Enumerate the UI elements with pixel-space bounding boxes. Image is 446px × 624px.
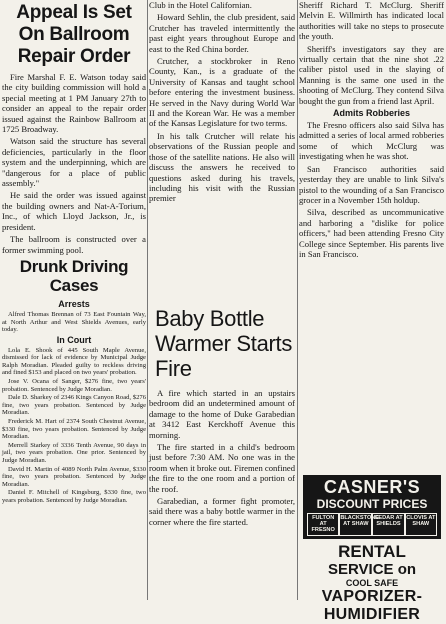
- column-middle: [149, 0, 295, 206]
- silva-paragraph: San Francisco authorities said yesterday they are unable to link Silva's pistol to the wounding of a San Francisco grocer in a November 15th holdup.: [299, 163, 444, 205]
- ad-humidifier: HUMIDIFIER: [323, 605, 421, 623]
- ballroom-paragraph: Fire Marshal F. E. Watson today said the city building commission will hold a special meeting at 1 PM January 27th to consider an appeal to the repair order issued against the Rainbow Ballroom at 1725 Broadway.: [2, 72, 146, 135]
- court-item: David H. Martin of 4089 North Palm Avenue, $330 fine, two years probation. Sentenced by Judge Moradian.: [2, 465, 146, 488]
- ballroom-paragraph: He said the order was issued against the building owners and Nat-A-Torium, Inc., of which Lloyd Jackson, Jr., is president.: [2, 190, 146, 232]
- crutcher-paragraph: In his talk Crutcher will relate his observations of the Russian people and those of the satellite nations. He also will discuss the answers he received to questions asked during his travels, including his visit with the Russian premier: [149, 130, 295, 204]
- court-subhead: In Court: [56, 334, 92, 345]
- ad-store-location: CEDAR AT SHIELDS: [372, 513, 404, 536]
- court-item: Merrell Starkey of 3336 Tenth Avenue, 90 days in jail, two years probation. One prior. Sentenced by Judge Moradian.: [2, 441, 146, 464]
- column-divider: [147, 0, 148, 600]
- headline-drunk-driving: Drunk Driving Cases: [19, 256, 129, 295]
- baby-paragraph: A fire which started in an upstairs bedroom did an undetermined amount of damage to the home of Duke Garabedian at 3412 East Kerckhoff Avenue this morning.: [149, 388, 295, 440]
- arrests-subhead: Arrests: [58, 298, 90, 309]
- court-item: Lola E. Shook of 445 South Maple Avenue, dismissed for lack of evidence by Municipal Judge Ralph Moradian. Pleaded guilty to reckless driving and fined $153 and placed on two years' probation.: [2, 346, 146, 377]
- crutcher-paragraph: Crutcher, a stockbroker in Reno County, Kan., is a graduate of the University of Kansas and taught school before entering the investment business. He served in the Navy during World War II and the Korean War. He was a member of the Kansas Legislature for two terms.: [149, 56, 295, 129]
- column-divider: [297, 0, 298, 600]
- baby-paragraph: Garabedian, a former fight promoter, said there was a baby bottle warmer in the corner where the fire started.: [149, 496, 295, 527]
- silva-paragraph: Silva, described as uncommunicative and harboring a "dislike for police officers," had been attending Fresno City College since September. His parents live in San Francisco.: [299, 207, 444, 259]
- court-list: [2, 347, 146, 505]
- ad-cool-safe: COOL SAFE: [345, 577, 399, 588]
- headline-ballroom: Appeal Is Set On Ballroom Repair Order: [16, 2, 132, 67]
- ad-store-location: FULTON AT FRESNO: [307, 513, 339, 536]
- column-left: [2, 0, 146, 506]
- ad-vaporizer: VAPORIZER-: [321, 587, 423, 605]
- casners-advertisement: [300, 475, 444, 623]
- arrests-list: [2, 311, 146, 334]
- ad-discount-prices: DISCOUNT PRICES: [316, 497, 428, 511]
- ad-store-name: CASNER'S: [323, 477, 421, 497]
- ad-service: SERVICE on: [327, 560, 417, 578]
- crutcher-paragraph: Howard Sehlin, the club president, said Crutcher has traveled intermittently the past eight years throughout Europe and east to the Red China border.: [149, 12, 295, 54]
- ad-rental: RENTAL: [338, 541, 406, 561]
- robberies-subhead: Admits Robberies: [332, 108, 410, 119]
- court-item: Jose V. Ocana of Sanger, $276 fine, two years' probation. Sentenced by Judge Moradian.: [2, 378, 146, 393]
- silva-paragraph: Sheriff Richard T. McClurg. Sheriff Melvin E. Willmirth has indicated local authorities will take no steps to prosecute the youth.: [299, 0, 444, 42]
- court-item: Frederick M. Hart of 2374 South Chestnut Avenue, $330 fine, two years probation. Sentenced by Judge Moradian.: [2, 418, 146, 441]
- arrest-item: Alfred Thomas Brennan of 73 East Fountain Way, at North Arthur and West Shields Avenues, early today.: [2, 310, 146, 334]
- baby-paragraph: The fire started in a child's bedroom just before 7:30 AM. No one was in the room when it broke out. Firemen confined the fire to the one room and a portion of the roof.: [149, 442, 295, 494]
- ad-store-location: CLOVIS AT SHAW: [405, 513, 437, 536]
- ballroom-paragraph: Watson said the structure has several deficiencies, particularly in the floor system and the underpinning, which are "dangerous for a place of public assembly.": [2, 136, 146, 189]
- crutcher-paragraph: Club in the Hotel Californian.: [149, 0, 252, 10]
- ballroom-paragraph: The ballroom is constructed over a former swimming pool.: [2, 234, 146, 255]
- column-right: [299, 0, 444, 261]
- silva-paragraph: Sheriff's investigators say they are virtually certain that the nine shot .22 caliber pistol used in the slaying of Manning is the same one used in the shooting of McClurg. They contend Silva bought the gun from a friend last April.: [299, 43, 444, 106]
- ad-rental-offer: [300, 542, 444, 624]
- baby-story: [149, 388, 295, 529]
- headline-baby-bottle: Baby Bottle Warmer Starts Fire: [155, 306, 293, 381]
- court-item: Daniel F. Mitchell of Kingsburg, $330 fine, two years probation. Sentenced by Judge Moradian.: [2, 489, 146, 504]
- silva-paragraph: The Fresno officers also said Silva has admitted a series of local armed robberies some of which McClurg was investigating when he was shot.: [299, 120, 444, 162]
- ad-store-location: BLACKSTONE AT SHAW: [339, 513, 372, 536]
- ad-store-locations: [307, 513, 437, 536]
- court-item: Dale D. Sharkey of 2346 Kings Canyon Road, $276 fine, two years probation. Sentenced by Judge Moradian.: [2, 394, 146, 417]
- ad-banner: [303, 475, 441, 539]
